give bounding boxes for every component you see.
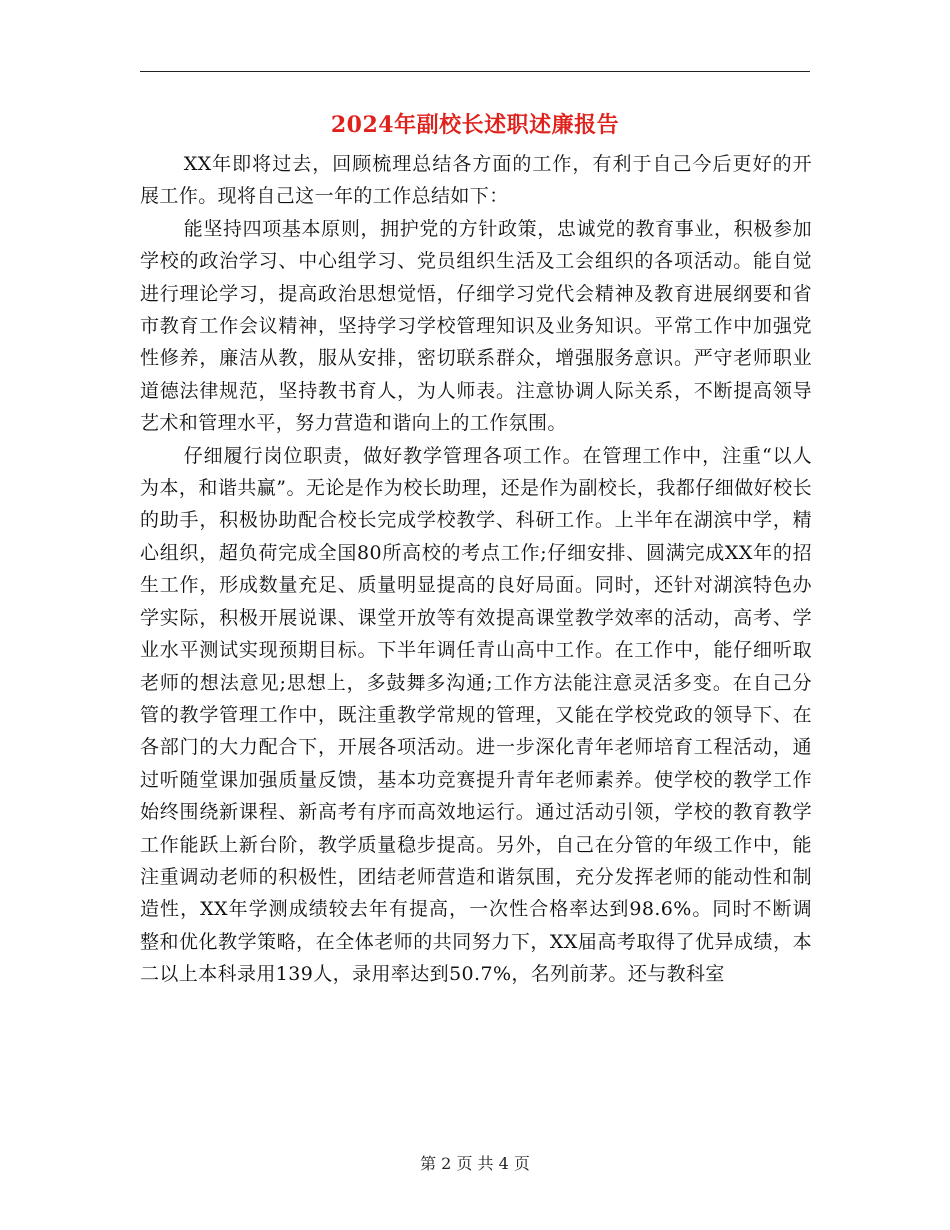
document-title: 2024年副校长述职述廉报告 bbox=[330, 112, 620, 138]
document-body bbox=[140, 148, 812, 991]
page-number-footer: 第 2 页 共 4 页 bbox=[420, 1154, 530, 1173]
header-rule bbox=[140, 71, 810, 72]
paragraph-political: 能坚持四项基本原则，拥护党的方针政策，忠诚党的教育事业，积极参加学校的政治学习、中心组学习、党员组织生活及工会组织的各项活动。能自觉进行理论学习，提高政治思想觉悟，仔细学习党代会精神及教育进展纲要和省市教育工作会议精神，坚持学习学校管理知识及业务知识。平常工作中加强党性修养，廉洁从教，服从安排，密切联系群众，增强服务意识。严守老师职业道德法律规范，坚持教书育人，为人师表。注意协调人际关系，不断提高领导艺术和管理水平，努力营造和谐向上的工作氛围。 bbox=[140, 217, 812, 435]
paragraph-intro: XX年即将过去，回顾梳理总结各方面的工作，有利于自己今后更好的开展工作。现将自己这一年的工作总结如下： bbox=[140, 153, 812, 208]
paragraph-duties: 仔细履行岗位职责，做好教学管理各项工作。在管理工作中，注重“以人为本，和谐共赢”。无论是作为校长助理，还是作为副校长，我都仔细做好校长的助手，积极协助配合校长完成学校教学、科研工作。上半年在湖滨中学，精心组织，超负荷完成全国80所高校的考点工作;仔细安排、圆满完成XX年的招生工作，形成数量充足、质量明显提高的良好局面。同时，还针对湖滨特色办学实际，积极开展说课、课堂开放等有效提高课堂教学效率的活动，高考、学业水平测试实现预期目标。下半年调任青山高中工作。在工作中，能仔细听取老师的想法意见;思想上，多鼓舞多沟通;工作方法能注意灵活多变。在自己分管的教学管理工作中，既注重教学常规的管理，又能在学校党政的领导下、在各部门的大力配合下，开展各项活动。进一步深化青年老师培育工程活动，通过听随堂课加强质量反馈，基本功竞赛提升青年老师素养。使学校的教学工作始终围绕新课程、新高考有序而高效地运行。通过活动引领，学校的教育教学工作能跃上新台阶，教学质量稳步提高。另外，自己在分管的年级工作中，能注重调动老师的积极性，团结老师营造和谐氛围，充分发挥老师的能动性和制造性，XX年学测成绩较去年有提高，一次性合格率达到98.6%。同时不断调整和优化教学策略，在全体老师的共同努力下，XX届高考取得了优异成绩，本二以上本科录用139人，录用率达到50.7%，名列前茅。还与教科室 bbox=[140, 444, 812, 986]
